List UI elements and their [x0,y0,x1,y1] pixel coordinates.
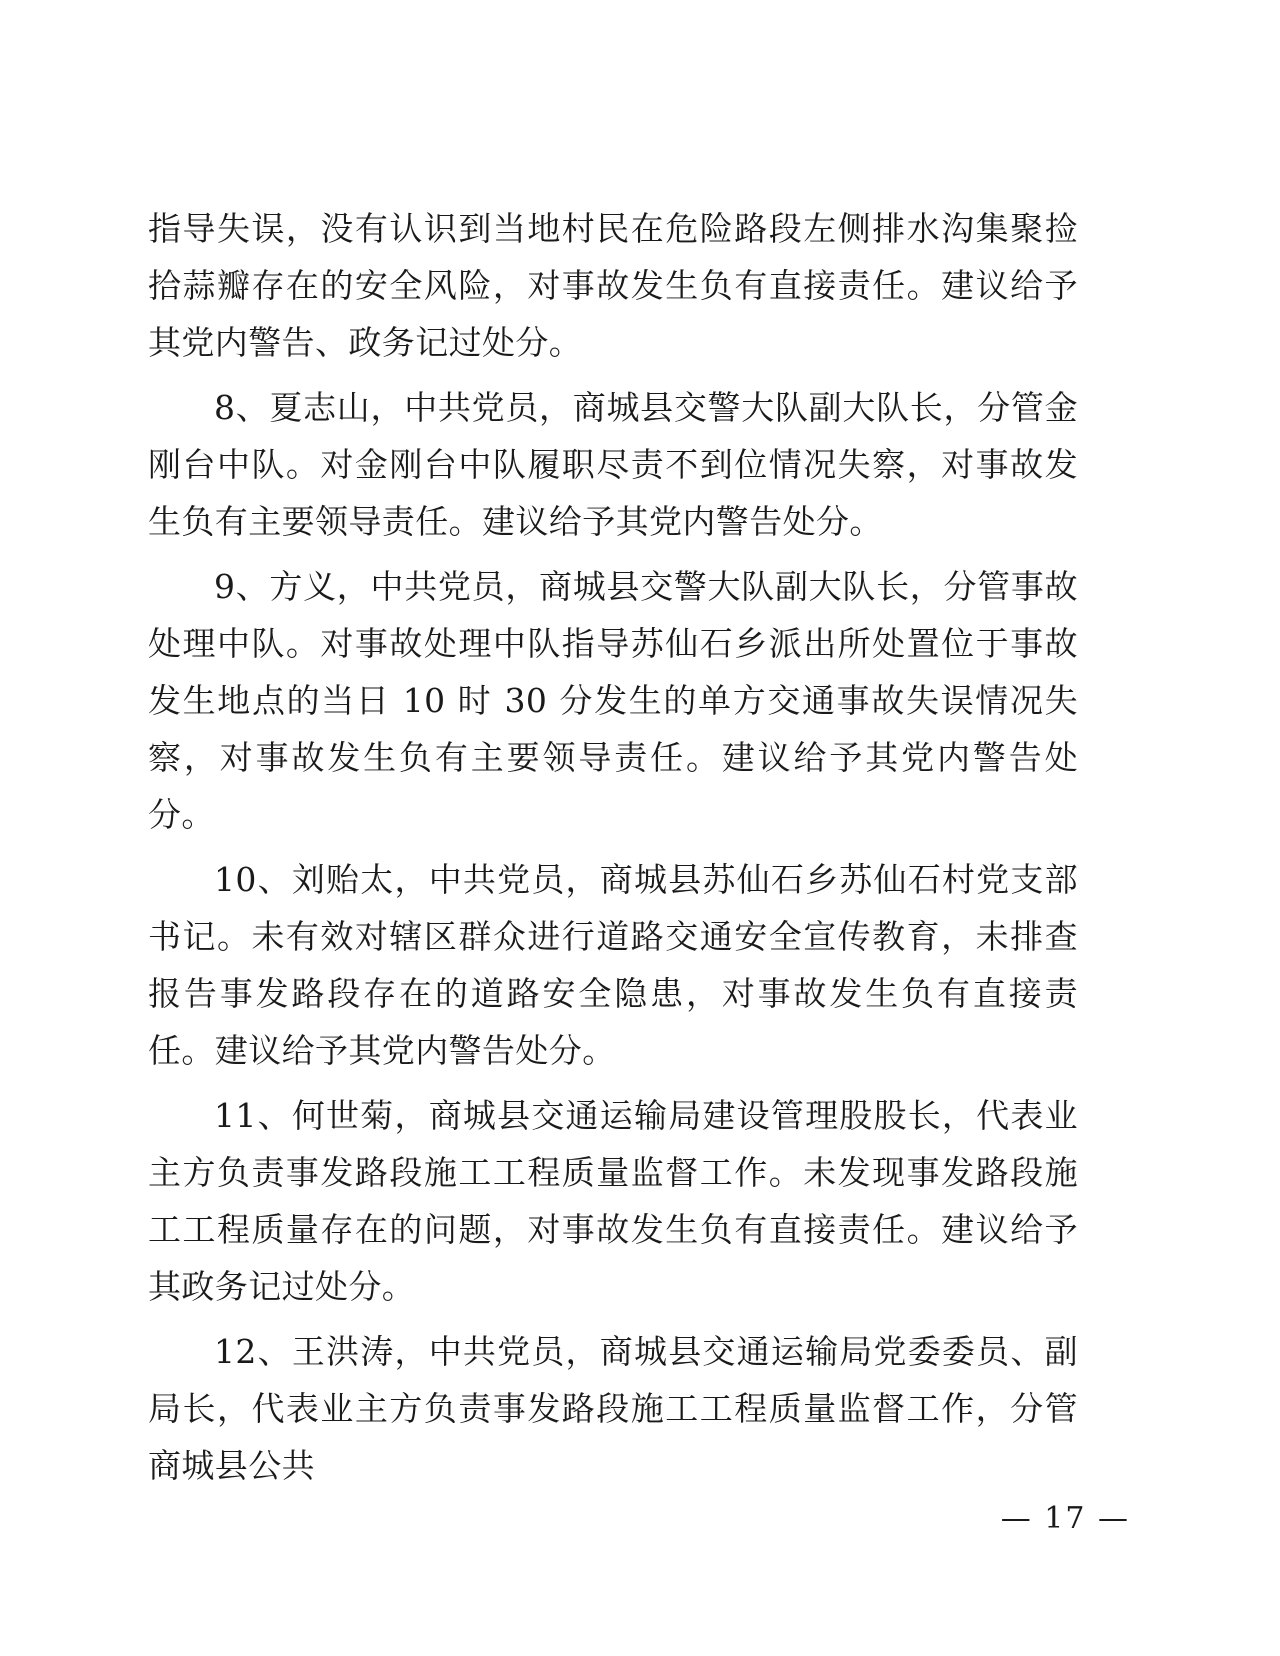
paragraph-item-10: 10、刘贻太，中共党员，商城县苏仙石乡苏仙石村党支部书记。未有效对辖区群众进行道路交通安全宣传教育，未排查报告事发路段存在的道路安全隐患，对事故发生负有直接责任。建议给予其党内警告处分。 [148,860,1078,1070]
paragraph-item-8: 8、夏志山，中共党员，商城县交警大队副大队长，分管金刚台中队。对金刚台中队履职尽责不到位情况失察，对事故发生负有主要领导责任。建议给予其党内警告处分。 [148,388,1078,541]
paragraph-item-12: 12、王洪涛，中共党员，商城县交通运输局党委委员、副局长，代表业主方负责事发路段施工工程质量监督工作，分管商城县公共 [148,1332,1078,1485]
paragraph-item-11: 11、何世菊，商城县交通运输局建设管理股股长，代表业主方负责事发路段施工工程质量监督工作。未发现事发路段施工工程质量存在的问题，对事故发生负有直接责任。建议给予其政务记过处分。 [148,1096,1078,1306]
document-body [148,200,1078,1502]
paragraph-item-9: 9、方义，中共党员，商城县交警大队副大队长，分管事故处理中队。对事故处理中队指导苏仙石乡派出所处置位于事故发生地点的当日 10 时 30 分发生的单方交通事故失误情况失察，对事故发生负有主要领导责任。建议给予其党内警告处分。 [148,567,1078,834]
page-number: — 17 — [1000,1501,1130,1536]
paragraph-continued: 指导失误，没有认识到当地村民在危险路段左侧排水沟集聚捡拾蒜瓣存在的安全风险，对事故发生负有直接责任。建议给予其党内警告、政务记过处分。 [148,209,1078,362]
